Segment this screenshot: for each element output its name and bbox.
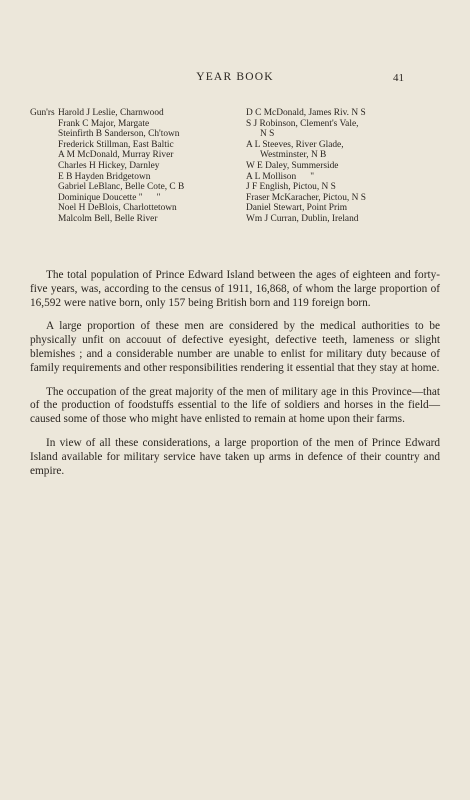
roster-entry: Wm J Curran, Dublin, Ireland	[246, 213, 359, 224]
page-number: 41	[393, 72, 404, 84]
roster-entry: D C McDonald, James Riv. N S	[246, 108, 366, 118]
roster-entry: Dominique Doucette " "	[58, 192, 161, 203]
roster-entry-continuation: N S	[260, 129, 275, 140]
rank-label: Gun'rs	[30, 108, 55, 118]
paragraph: The total population of Prince Edward Island between the ages of eighteen and forty-five years, was, according to the census of 1911, 16,868, of whom the large proportion of 16,592 were native born, only 157 being British born and 119 foreign born.	[30, 269, 440, 309]
roster-entry: Gabriel LeBlanc, Belle Cote, C B	[58, 182, 185, 193]
roster-entry: Daniel Stewart, Point Prim	[246, 203, 348, 214]
roster-entry: Malcolm Bell, Belle River	[58, 213, 158, 224]
body-text	[30, 269, 440, 488]
paragraph: The occupation of the great majority of the men of military age in this Province—that of the production of foodstuffs essential to the life of soldiers and horses in the field—caused some of those who might have enlisted to remain at home upon their farms.	[30, 385, 440, 426]
roster-entry: A L Mollison "	[246, 171, 315, 182]
paragraph: In view of all these considerations, a large proportion of the men of Prince Edward Island available for military service have taken up arms in defence of their country and empire.	[30, 436, 440, 477]
roster-entry: E B Hayden Bridgetown	[58, 171, 151, 182]
roster-left-column	[30, 108, 240, 225]
roster-entry: W E Daley, Summerside	[246, 160, 339, 171]
roster-entry: J F English, Pictou, N S	[246, 182, 336, 193]
roster-entry: Gun'rs Harold J Leslie, Charnwood	[30, 108, 164, 118]
roster-entry: A L Steeves, River Glade,	[246, 139, 344, 150]
paragraph: A large proportion of these men are considered by the medical authorities to be physically unfit on accouut of defective eyesight, defective teeth, lameness or slight blemishes ; and a considerable number are unable to enlist for military duty because of family requirements and other responsibilities rendering it essential that they stay at home.	[30, 320, 440, 374]
running-header	[0, 71, 470, 87]
roster-entry: Frederick Stillman, East Baltic	[58, 139, 174, 150]
roster-entry: Steinfirth B Sanderson, Ch'town	[58, 129, 180, 140]
roster-entry: Fraser McKaracher, Pictou, N S	[246, 192, 366, 203]
roster-entry-continuation: Westminster, N B	[260, 150, 327, 161]
roster-entry: Charles H Hickey, Darnley	[58, 160, 160, 171]
roster-right-column	[246, 108, 446, 225]
roster-entry: Frank C Major, Margate	[58, 118, 150, 129]
roster-entry: S J Robinson, Clement's Vale,	[246, 118, 359, 129]
roster-entry: A M McDonald, Murray River	[58, 150, 174, 161]
page-title: YEAR BOOK	[196, 71, 274, 83]
roster-entry: Noel H DeBlois, Charlottetown	[58, 203, 177, 214]
